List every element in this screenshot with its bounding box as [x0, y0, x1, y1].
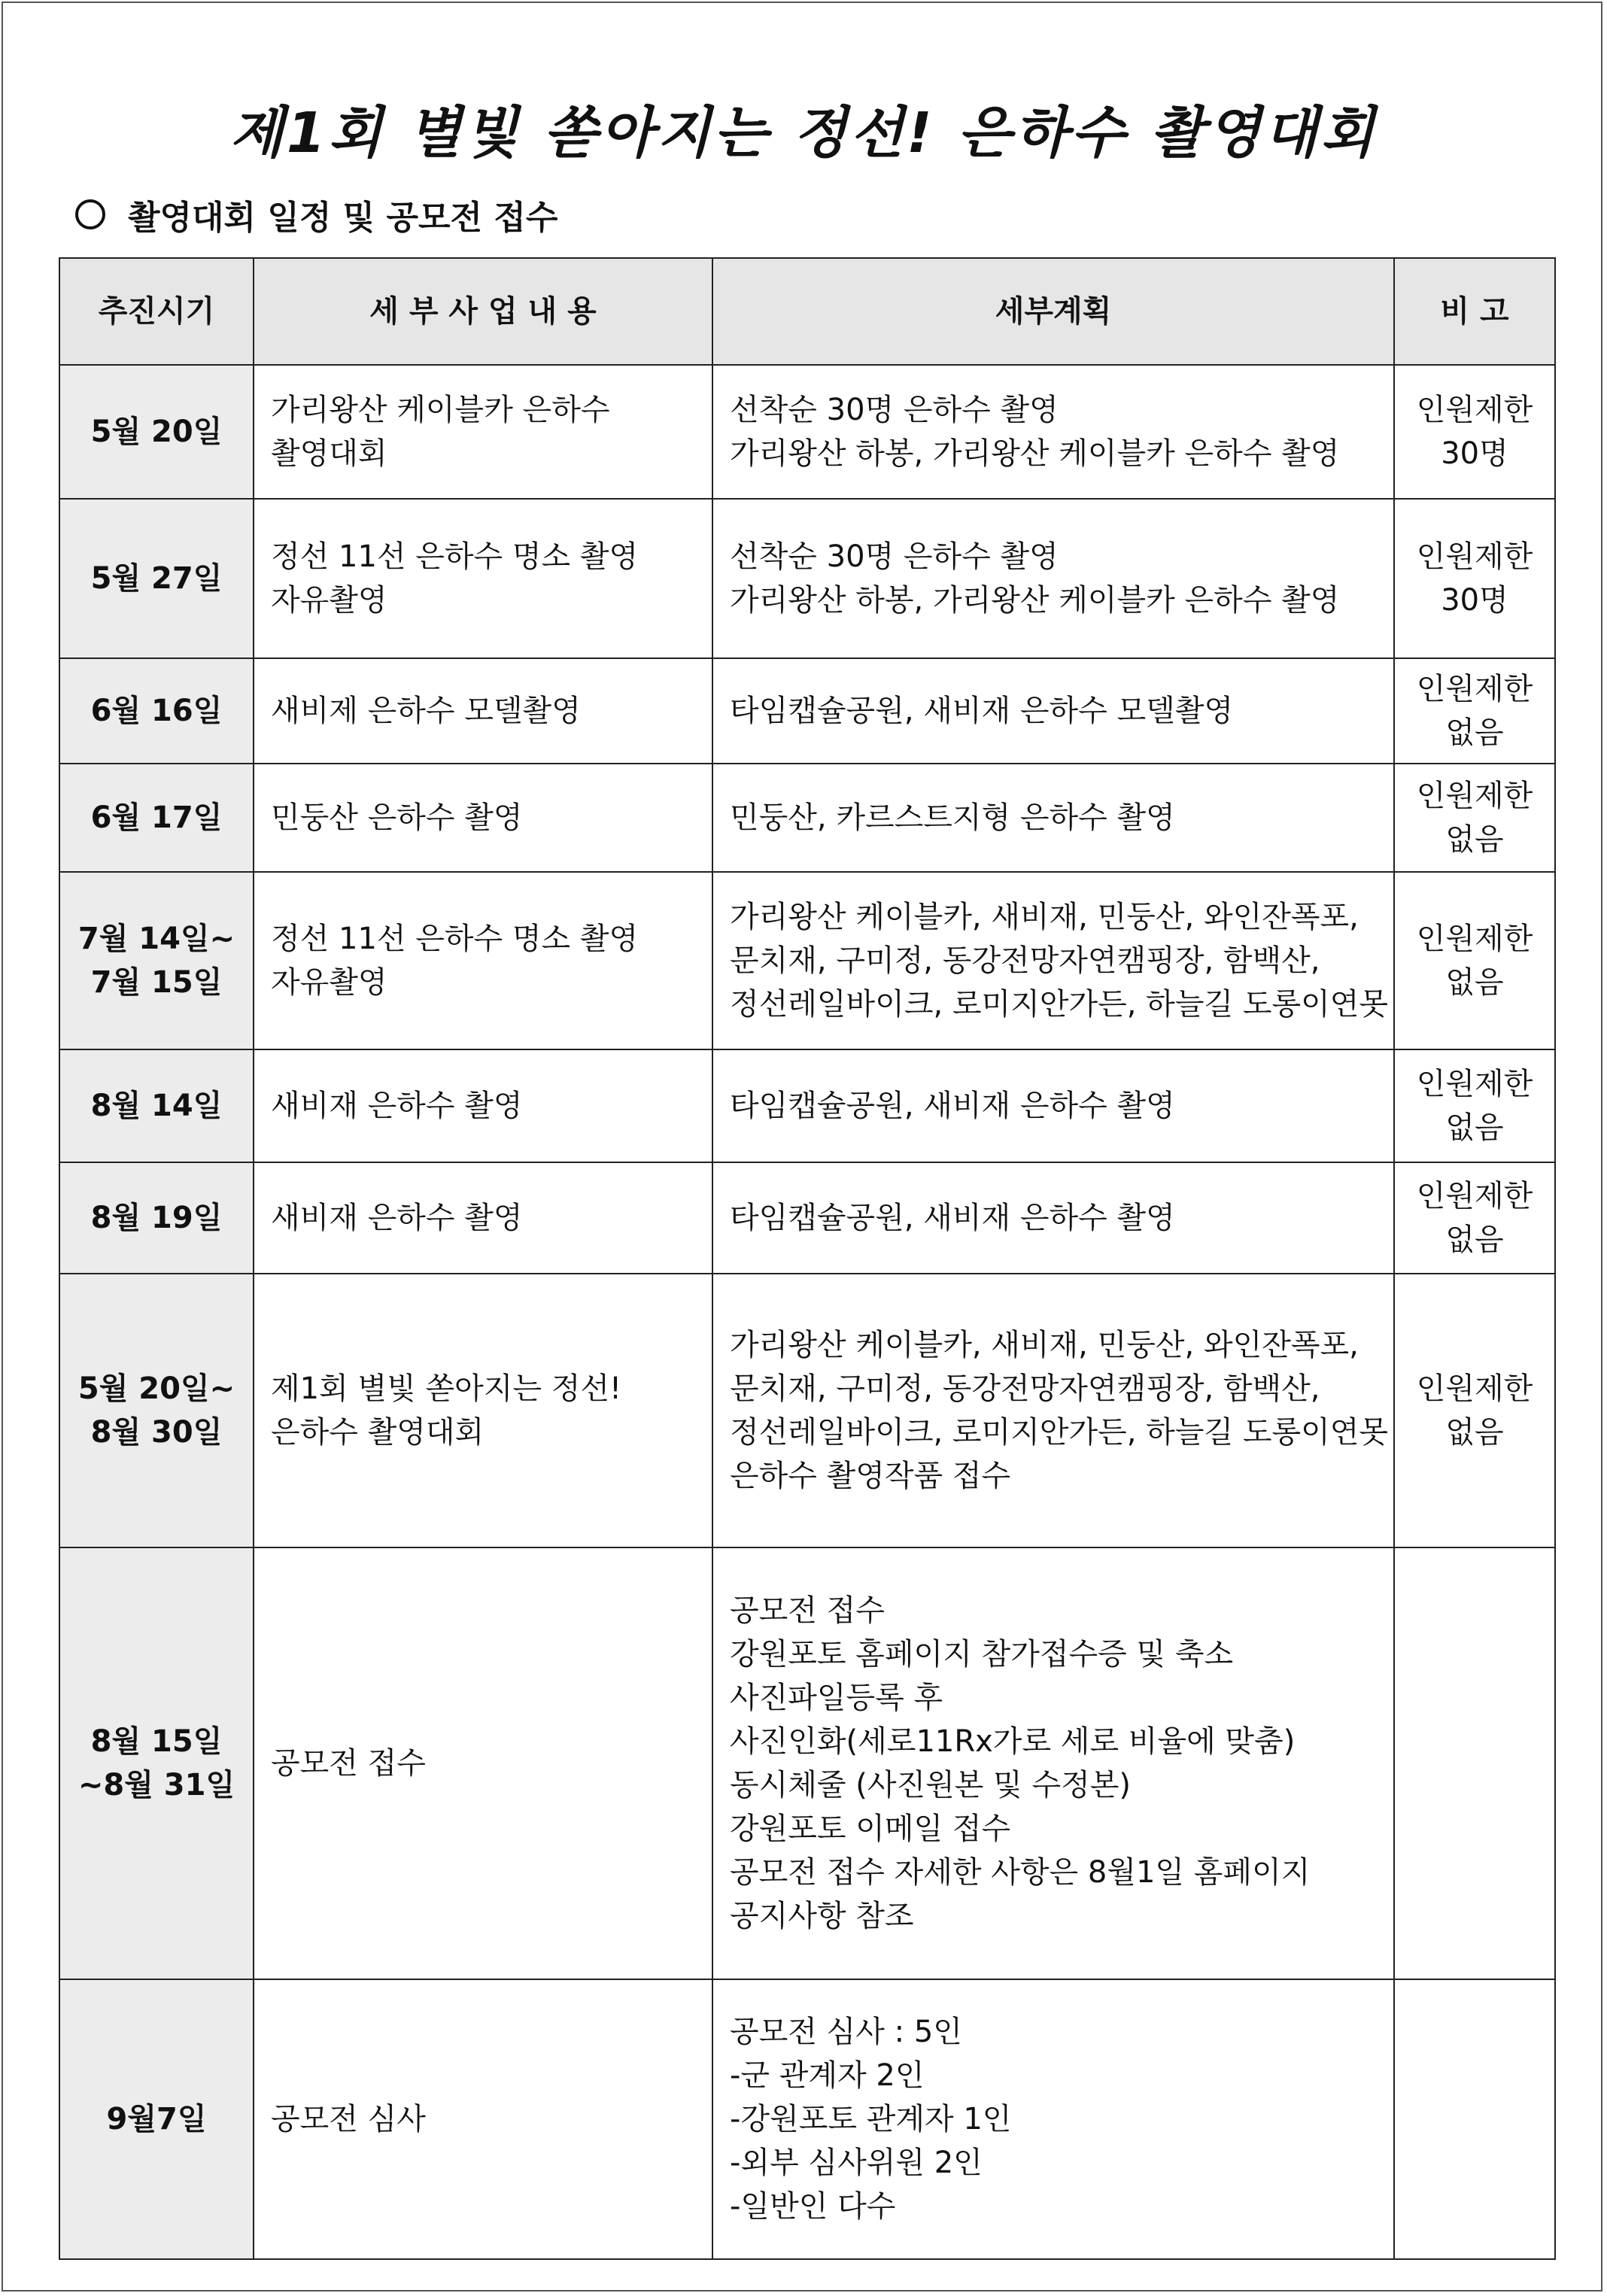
detail-cell: [254, 1274, 712, 1547]
detail-cell: [254, 1979, 712, 2259]
date-cell: [59, 872, 254, 1049]
plan-cell: [712, 764, 1394, 872]
date-cell: [59, 1049, 254, 1162]
cell-line: 없음: [1445, 822, 1504, 857]
table-row: [59, 1274, 1555, 1547]
table-row: [59, 1162, 1555, 1274]
cell-line: 6월 17일: [90, 800, 223, 835]
cell-line: 인원제한: [1416, 1371, 1533, 1406]
cell-line: -외부 심사위원 2인: [730, 2146, 983, 2180]
cell-line: 자유촬영: [271, 583, 387, 618]
cell-line: 6월 16일: [90, 694, 223, 728]
cell-line: 사진인화(세로11Rx가로 세로 비율에 맞춤): [730, 1724, 1296, 1759]
cell-line: 8월 14일: [90, 1089, 223, 1123]
cell-line: 5월 20일~: [77, 1371, 235, 1406]
detail-cell: [254, 658, 712, 764]
cell-line: 정선 11선 은하수 명소 촬영: [271, 922, 639, 956]
table-row: [59, 1049, 1555, 1162]
table-row: [59, 764, 1555, 872]
date-cell: [59, 1274, 254, 1547]
cell-line: 정선 11선 은하수 명소 촬영: [271, 539, 639, 574]
note-cell: [1394, 1274, 1555, 1547]
cell-line: 인원제한: [1416, 393, 1533, 427]
detail-cell: [254, 764, 712, 872]
header-period: 추진시기: [59, 258, 254, 365]
detail-cell: [254, 1162, 712, 1274]
cell-line: 공지사항 참조: [730, 1899, 914, 1933]
cell-line: 인원제한: [1416, 539, 1533, 574]
cell-line: 가리왕산 케이블카 은하수: [271, 393, 610, 427]
cell-line: 인원제한: [1416, 1179, 1533, 1213]
note-cell: [1394, 764, 1555, 872]
cell-line: 정선레일바이크, 로미지안가든, 하늘길 도롱이연못: [730, 987, 1389, 1022]
cell-line: 공모전 접수 자세한 사항은 8월1일 홈페이지: [730, 1855, 1311, 1890]
table-row: [59, 1979, 1555, 2259]
cell-line: 5월 27일: [90, 561, 223, 596]
cell-line: 8월 19일: [90, 1201, 223, 1235]
cell-line: 공모전 접수: [730, 1593, 885, 1628]
cell-line: 없음: [1445, 715, 1504, 750]
table-header-row: [59, 258, 1555, 365]
page-title: 제1회 별빛 쏟아지는 정선! 은하수 촬영대회: [229, 101, 1378, 166]
cell-line: 문치재, 구미정, 동강전망자연캠핑장, 함백산,: [730, 943, 1320, 978]
note-cell: [1394, 365, 1555, 499]
cell-line: 가리왕산 케이블카, 새비재, 민둥산, 와인잔폭포,: [730, 1328, 1359, 1362]
cell-line: 민둥산, 카르스트지형 은하수 촬영: [730, 800, 1175, 835]
date-cell: [59, 365, 254, 499]
detail-cell: [254, 1547, 712, 1979]
table-row: [59, 872, 1555, 1049]
cell-line: 제1회 별빛 쏟아지는 정선!: [271, 1371, 622, 1406]
circle-bullet-icon: [75, 199, 105, 229]
cell-line: 강원포토 홈페이지 참가접수증 및 축소: [730, 1637, 1234, 1672]
cell-line: 8월 15일: [90, 1724, 223, 1759]
cell-line: 새비재 은하수 촬영: [271, 1201, 523, 1235]
date-cell: [59, 658, 254, 764]
cell-line: 9월7일: [106, 2102, 207, 2137]
plan-cell: [712, 1162, 1394, 1274]
cell-line: ~8월 31일: [77, 1768, 235, 1802]
cell-line: 7월 15일: [90, 965, 223, 1000]
cell-line: 타임캡슐공원, 새비재 은하수 촬영: [730, 1089, 1175, 1123]
note-cell: [1394, 1979, 1555, 2259]
detail-cell: [254, 365, 712, 499]
section-heading: [75, 192, 557, 237]
cell-line: 없음: [1445, 965, 1504, 1000]
date-cell: [59, 1979, 254, 2259]
cell-line: 가리왕산 하봉, 가리왕산 케이블카 은하수 촬영: [730, 583, 1340, 618]
cell-line: 없음: [1445, 1110, 1504, 1145]
cell-line: 공모전 심사: [271, 2102, 426, 2137]
cell-line: 인원제한: [1416, 672, 1533, 706]
cell-line: 자유촬영: [271, 965, 387, 1000]
note-cell: [1394, 1162, 1555, 1274]
cell-line: 민둥산 은하수 촬영: [271, 800, 523, 835]
table-row: [59, 658, 1555, 764]
cell-line: 선착순 30명 은하수 촬영: [730, 393, 1059, 427]
plan-cell: [712, 1049, 1394, 1162]
cell-line: 은하수 촬영대회: [271, 1415, 485, 1450]
cell-line: 공모전 심사 : 5인: [730, 2015, 962, 2049]
cell-line: 동시체줄 (사진원본 및 수정본): [730, 1768, 1132, 1802]
detail-cell: [254, 1049, 712, 1162]
cell-line: 인원제한: [1416, 1067, 1533, 1101]
date-cell: [59, 1547, 254, 1979]
header-detail: 세 부 사 업 내 용: [254, 258, 712, 365]
date-cell: [59, 499, 254, 658]
table-row: [59, 499, 1555, 658]
plan-cell: [712, 365, 1394, 499]
cell-line: 7월 14일~: [77, 922, 235, 956]
cell-line: -강원포토 관계자 1인: [730, 2102, 1012, 2137]
plan-cell: [712, 658, 1394, 764]
plan-cell: [712, 1274, 1394, 1547]
schedule-body: [59, 365, 1555, 2259]
plan-cell: [712, 1547, 1394, 1979]
cell-line: 정선레일바이크, 로미지안가든, 하늘길 도롱이연못: [730, 1415, 1389, 1450]
table-row: [59, 365, 1555, 499]
section-label: 촬영대회 일정 및 공모전 접수: [128, 199, 558, 237]
table-row: [59, 1547, 1555, 1979]
note-cell: [1394, 1547, 1555, 1979]
date-cell: [59, 764, 254, 872]
cell-line: 문치재, 구미정, 동강전망자연캠핑장, 함백산,: [730, 1371, 1320, 1406]
plan-cell: [712, 499, 1394, 658]
cell-line: 없음: [1445, 1222, 1504, 1257]
plan-cell: [712, 1979, 1394, 2259]
cell-line: 공모전 접수: [271, 1746, 426, 1781]
cell-line: 새비재 은하수 촬영: [271, 1089, 523, 1123]
date-cell: [59, 1162, 254, 1274]
cell-line: 인원제한: [1416, 779, 1533, 813]
detail-cell: [254, 872, 712, 1049]
note-cell: [1394, 499, 1555, 658]
cell-line: 새비제 은하수 모델촬영: [271, 694, 581, 728]
cell-line: 선착순 30명 은하수 촬영: [730, 539, 1059, 574]
header-note: 비 고: [1394, 258, 1555, 365]
note-cell: [1394, 872, 1555, 1049]
cell-line: 30명: [1441, 436, 1508, 471]
plan-cell: [712, 872, 1394, 1049]
cell-line: 강원포토 이메일 접수: [730, 1812, 1011, 1846]
cell-line: 8월 30일: [90, 1415, 223, 1450]
cell-line: 촬영대회: [271, 436, 387, 471]
note-cell: [1394, 658, 1555, 764]
header-plan: 세부계획: [712, 258, 1394, 365]
detail-cell: [254, 499, 712, 658]
cell-line: 30명: [1441, 583, 1508, 618]
cell-line: -일반인 다수: [730, 2189, 896, 2224]
cell-line: 인원제한: [1416, 922, 1533, 956]
schedule-table: [59, 257, 1556, 2260]
cell-line: 가리왕산 하봉, 가리왕산 케이블카 은하수 촬영: [730, 436, 1340, 471]
cell-line: -군 관계자 2인: [730, 2058, 925, 2093]
cell-line: 타임캡슐공원, 새비재 은하수 촬영: [730, 1201, 1175, 1235]
cell-line: 5월 20일: [90, 415, 223, 449]
note-cell: [1394, 1049, 1555, 1162]
cell-line: 은하수 촬영작품 접수: [730, 1459, 1011, 1493]
cell-line: 가리왕산 케이블카, 새비재, 민둥산, 와인잔폭포,: [730, 900, 1359, 934]
cell-line: 사진파일등록 후: [730, 1681, 943, 1715]
cell-line: 없음: [1445, 1415, 1504, 1450]
cell-line: 타임캡슐공원, 새비재 은하수 모델촬영: [730, 694, 1234, 728]
